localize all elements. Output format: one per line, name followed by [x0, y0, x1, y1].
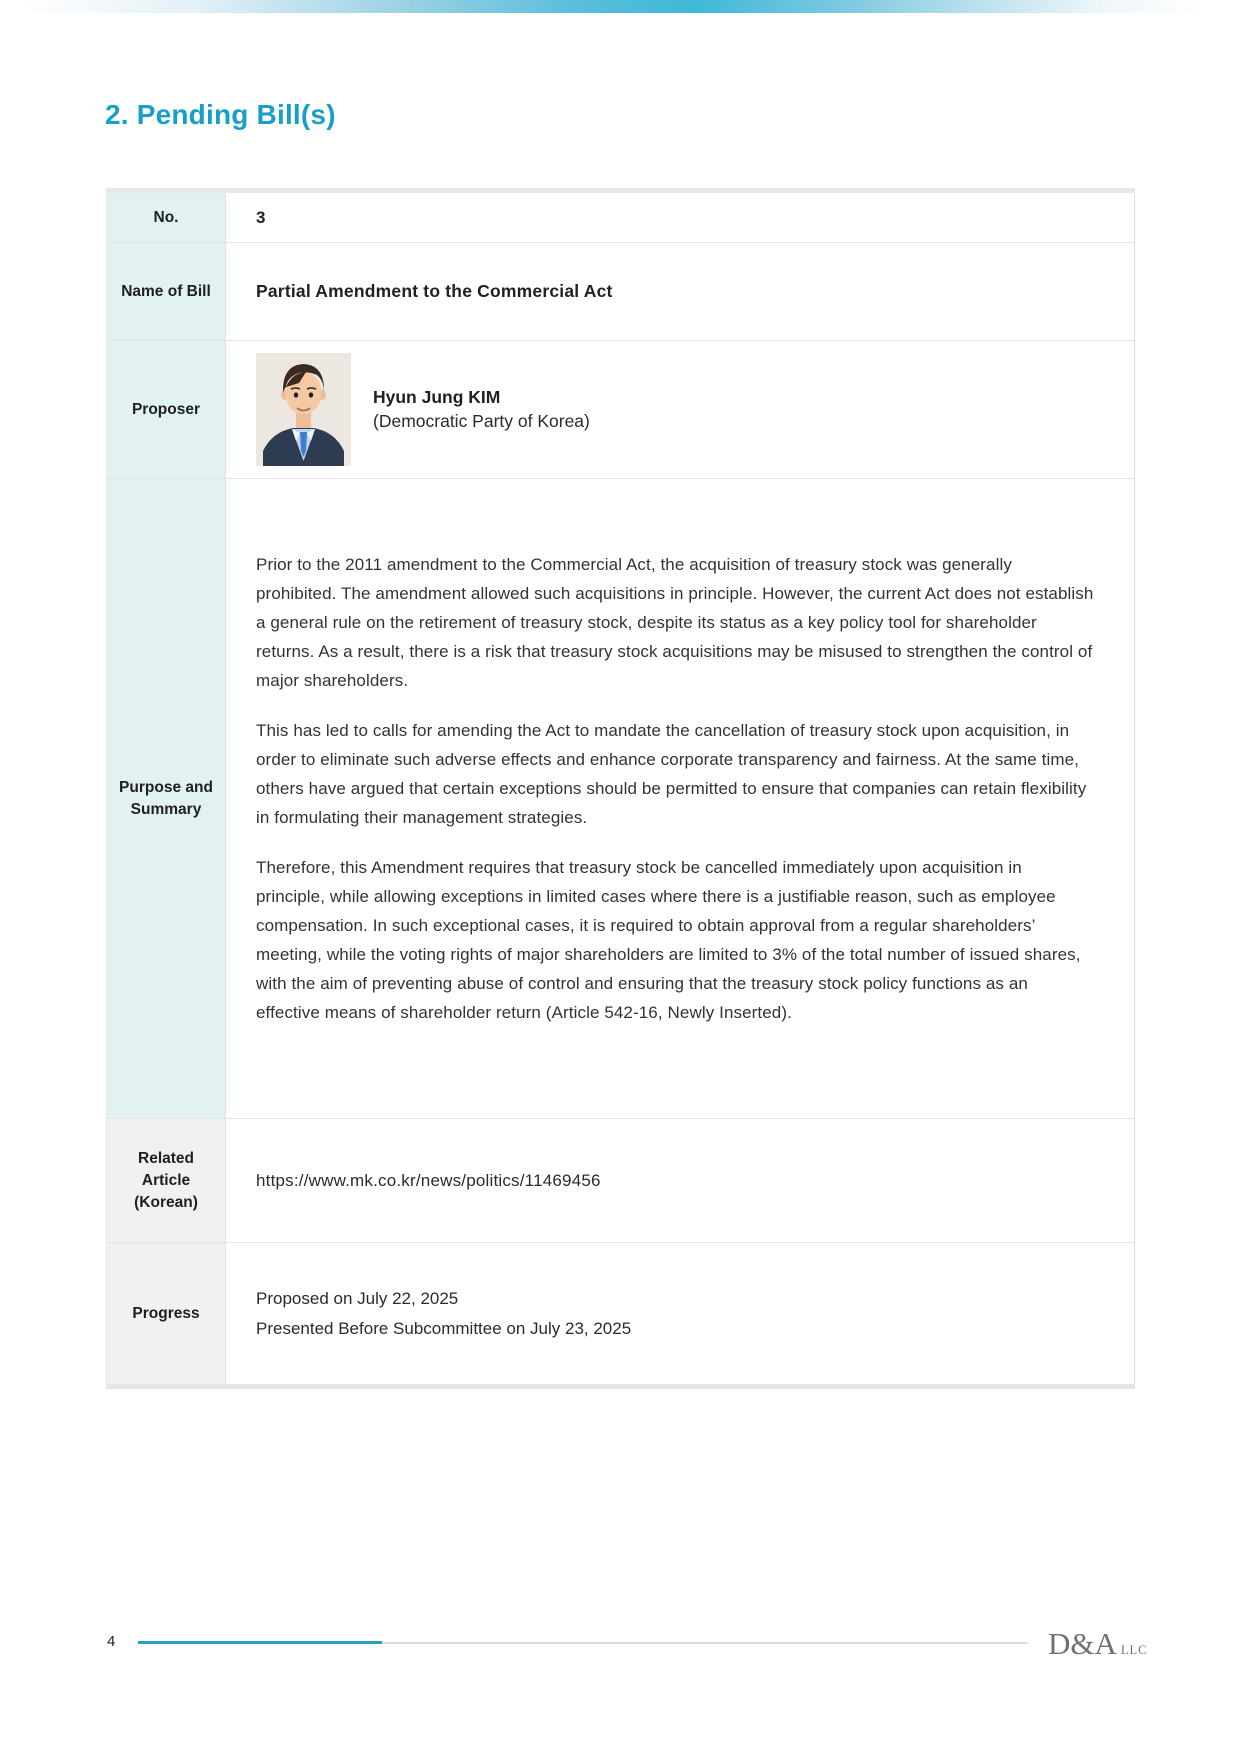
row-value-bill-name-cell: [226, 243, 1134, 340]
row-label-no: No.: [107, 193, 226, 242]
company-logo-suffix: LLC: [1120, 1643, 1148, 1657]
row-value-proposer-cell: [226, 341, 1134, 478]
bill-name-text: Partial Amendment to the Commercial Act: [256, 281, 613, 301]
table-row-related-article: [107, 1119, 1134, 1243]
page-number: 4: [107, 1633, 116, 1650]
proposer-photo: [256, 353, 351, 466]
purpose-paragraph-2: This has led to calls for amending the Act to mandate the cancellation of treasury stock upon acquisition, in order to eliminate such adverse effects and enhance corporate transparency and fairness. At the same time, others have argued that certain exceptions should be permitted to ensure that companies can retain flexibility in formulating their management strategies.: [256, 721, 1087, 827]
row-value-progress-cell: [226, 1243, 1134, 1384]
top-gradient-bar: [0, 0, 1241, 13]
row-label-bill-name: Name of Bill: [107, 243, 226, 340]
row-value-purpose-cell: [226, 479, 1134, 1118]
page-title: 2. Pending Bill(s): [105, 99, 336, 130]
row-value-no-cell: [226, 193, 1134, 242]
purpose-paragraph-3: Therefore, this Amendment requires that treasury stock be cancelled immediately upon acquisition in principle, while allowing exceptions in limited cases where there is a justifiable reason, such as employee compensation. In such exceptional cases, it is required to obtain approval from a regular shareholders’ meeting, while the voting rights of major shareholders are limited to 3% of the total number of issued shares, with the aim of preventing abuse of control and ensuring that the treasury stock policy functions as an effective means of shareholder return (Article 542-16, Newly Inserted).: [256, 858, 1081, 1022]
company-logo-text: D&A: [1048, 1626, 1117, 1661]
progress-line-2: Presented Before Subcommittee on July 23, 2025: [256, 1318, 632, 1338]
bill-number: 3: [256, 207, 266, 227]
progress-line-1: Proposed on July 22, 2025: [256, 1288, 459, 1308]
table-row-proposer: [107, 341, 1134, 479]
table-row-progress: [107, 1243, 1134, 1384]
proposer-name: Hyun Jung KIM: [373, 387, 501, 407]
page-footer: [0, 1626, 1241, 1670]
footer-rule-accent: [138, 1641, 382, 1644]
row-label-proposer: Proposer: [107, 341, 226, 478]
row-label-purpose: Purpose and Summary: [107, 479, 226, 1118]
table-row-no: [107, 193, 1134, 243]
proposer-party: (Democratic Party of Korea): [373, 411, 590, 431]
pending-bill-table: [106, 188, 1135, 1389]
row-label-related-article: Related Article (Korean): [107, 1119, 226, 1242]
row-value-related-article-cell: [226, 1119, 1134, 1242]
company-logo: [1048, 1626, 1148, 1662]
proposer-text-block: [373, 387, 590, 432]
footer-rule: [382, 1642, 1028, 1644]
table-row-purpose: [107, 479, 1134, 1119]
purpose-paragraph-1: Prior to the 2011 amendment to the Commercial Act, the acquisition of treasury stock was generally prohibited. The amendment allowed such acquisitions in principle. However, the current Act does not establish a general rule on the retirement of treasury stock, despite its status as a key policy tool for shareholder returns. As a result, there is a risk that treasury stock acquisitions may be misused to strengthen the control of major shareholders.: [256, 555, 1094, 690]
table-row-bill-name: [107, 243, 1134, 341]
related-article-link[interactable]: https://www.mk.co.kr/news/politics/11469456: [256, 1170, 601, 1190]
row-label-progress: Progress: [107, 1243, 226, 1384]
